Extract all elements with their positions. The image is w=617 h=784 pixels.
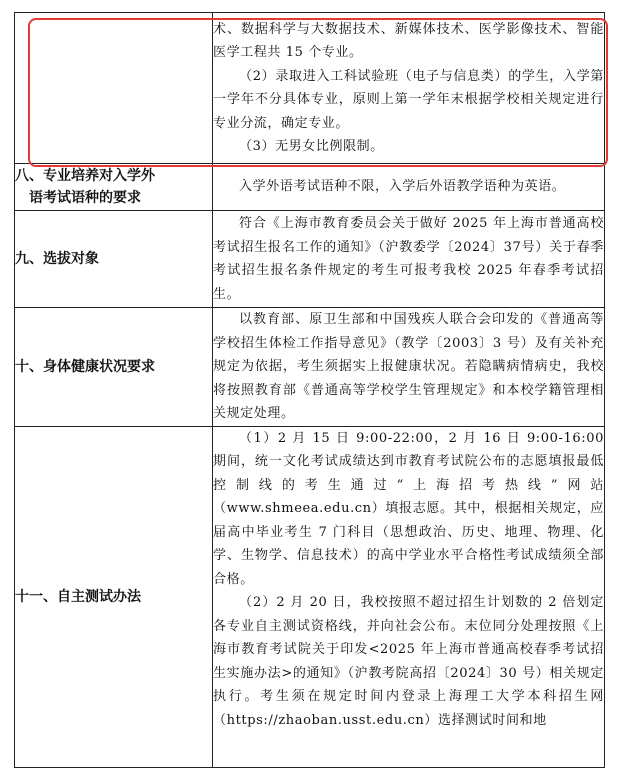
row-label: 语考试语种的要求 [29, 190, 141, 206]
table-row [15, 13, 605, 164]
paragraph: （3）无男女比例限制。 [239, 139, 384, 154]
table-row [15, 426, 605, 767]
row-label-cell [15, 13, 213, 164]
row-label: 九、选拔对象 [15, 251, 99, 267]
paragraph: 术、数据科学与大数据技术、新媒体技术、医学影像技术、智能医学工程共 15 个专业。 [213, 21, 604, 60]
row-label: 十、身体健康状况要求 [15, 358, 155, 375]
paragraph: 以教育部、原卫生部和中国残疾人联合会印发的《普通高等学校招生体检工作指导意见》（教学〔2003〕3 号）及有关补充规定为依据，考生须据实上报健康状况。若隐瞒病情病史，我校将按照教育部《普通高等学校学生管理规定》和本校学籍管理相关规定处理。 [213, 312, 604, 421]
paragraph: 入学外语考试语种不限，入学后外语教学语种为英语。 [239, 179, 566, 195]
row-content-cell [213, 13, 605, 164]
table-row [15, 308, 605, 427]
row-content-cell [213, 308, 605, 427]
paragraph: 符合《上海市教育委员会关于做好 2025 年上海市普通高校考试招生报名工作的通知》（沪教委学〔2024〕37号）关于春季考试招生报名条件规定的考生可报考我校 2025 年春季考试招生。 [213, 216, 604, 302]
row-label-cell [15, 426, 213, 767]
row-label-cell [15, 211, 213, 308]
table-row [15, 211, 605, 308]
row-label: 八、专业培养对入学外 [15, 168, 155, 184]
row-label: 十一、自主测试办法 [15, 588, 141, 605]
paragraph: （2）录取进入工科试验班（电子与信息类）的学生，入学第一学年不分具体专业，原则上第一学年末根据学校相关规定进行专业分流，确定专业。 [213, 68, 604, 131]
admission-rules-table [14, 12, 605, 768]
row-content-cell [213, 164, 605, 211]
row-label-cell [15, 164, 213, 211]
row-content-cell [213, 211, 605, 308]
paragraph: （1）2 月 15 日 9:00-22:00，2 月 16 日 9:00-16:00 期间，统一文化考试成绩达到市教育考试院公布的志愿填报最低控制线的考生通过“上海招考热线”网站（www.shmeea.edu.cn）填报志愿。其中，根据相关规定，应届高中毕业考生 7 门科目（思想政治、历史、地理、物理、化学、生物学、信息技术）的高中学业水平合格性考试成绩须全部合格。 [213, 430, 604, 587]
row-label-cell [15, 308, 213, 427]
table-row [15, 164, 605, 211]
row-content-cell [213, 426, 605, 767]
paragraph: （2）2 月 20 日，我校按照不超过招生计划数的 2 倍划定各专业自主测试资格线，并向社会公布。末位同分处理按照《上海市教育考试院关于印发<2025 年上海市普通高校春季考试招生实施办法>的通知》（沪教考院高招〔2024〕30 号）相关规定执行。考生须在规定时间内登录上海理工大学本科招生网（https://zhaoban.usst.edu.cn）选择测试时间和地 [213, 595, 604, 728]
